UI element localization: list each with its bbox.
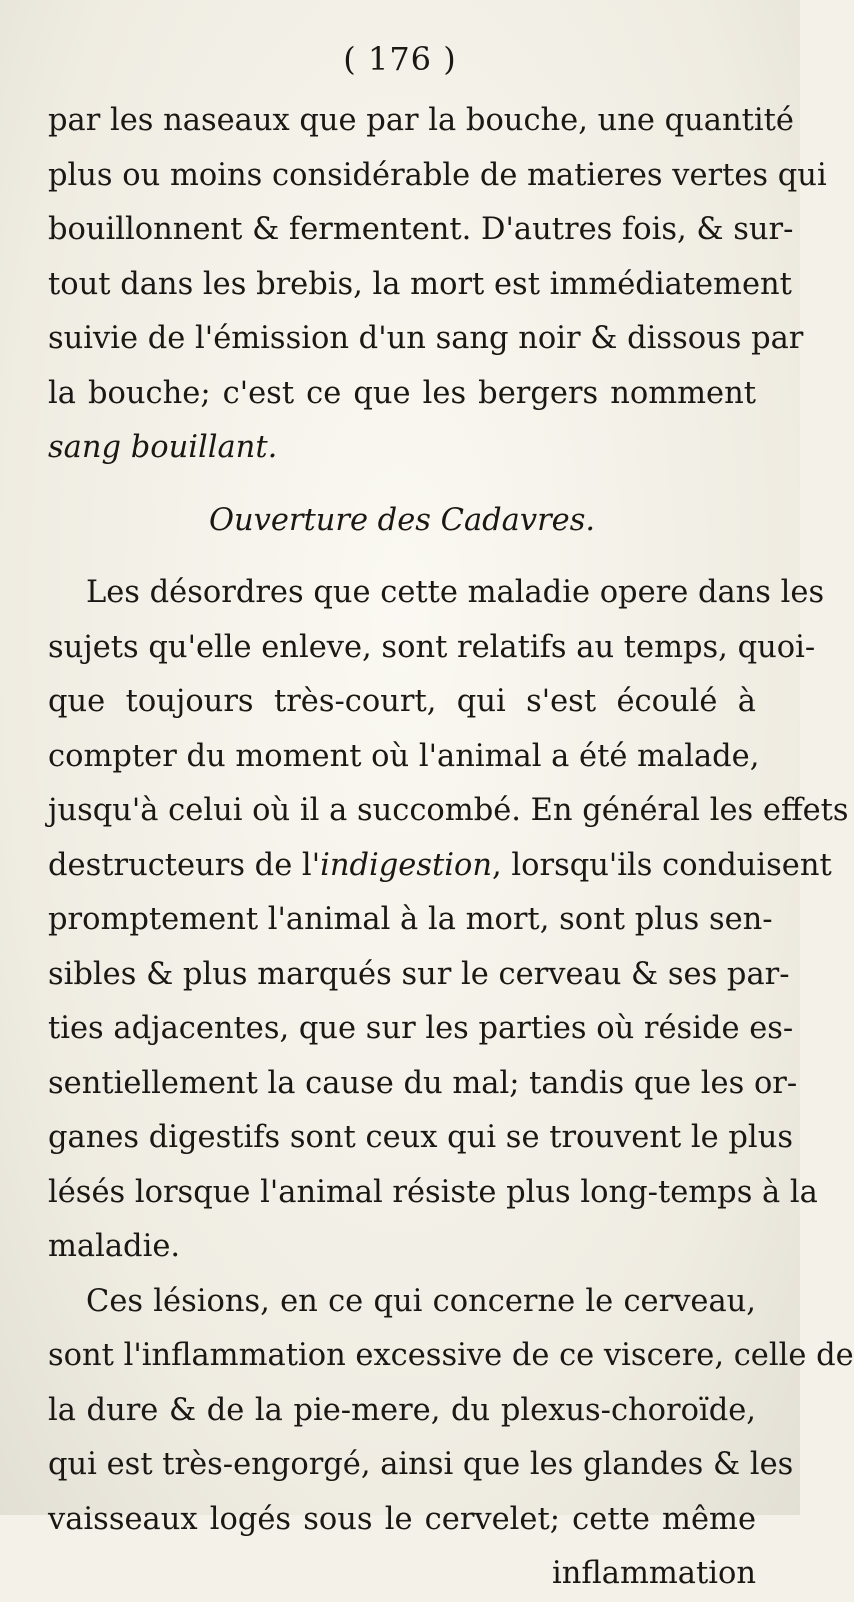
text-line: sont l'inflammation excessive de ce viscere, celle de <box>48 1338 854 1373</box>
text-line: sujets qu'elle enleve, sont relatifs au temps, quoi- <box>48 629 816 665</box>
text-line: lésés lorsque l'animal résiste plus long-temps à la <box>48 1174 818 1210</box>
text-fragment: destructeurs de l' <box>48 847 321 883</box>
text-line: ties adjacentes, que sur les parties où réside es- <box>48 1011 794 1046</box>
text-line: la dure & de la pie-mere, du plexus-choroïde, <box>48 1392 756 1428</box>
text-line: sentiellement la cause du mal; tandis que les or- <box>48 1065 798 1101</box>
page-number: ( 176 ) <box>343 40 457 78</box>
spacer <box>48 476 756 494</box>
text-line: plus ou moins considérable de matieres vertes qui <box>48 157 827 193</box>
text-line: par les naseaux que par la bouche, une quantité <box>48 103 794 138</box>
paragraph-first-line: Ces lésions, en ce qui concerne le cerveau, <box>86 1283 756 1319</box>
text-line: promptement l'animal à la mort, sont plus sen- <box>48 902 773 937</box>
spacer <box>48 548 756 566</box>
text-line: compter du moment où l'animal a été malade, <box>48 738 760 774</box>
paragraph-first-line: Les désordres que cette maladie opere dans les <box>86 575 825 610</box>
text-line: maladie. <box>48 1229 181 1264</box>
text-line: qui est très-engorgé, ainsi que les glandes & les <box>48 1447 794 1482</box>
text-line: jusqu'à celui où il a succombé. En général les effets <box>48 793 849 828</box>
text-line: que toujours très-court, qui s'est écoulé à <box>48 684 756 719</box>
text-line: suivie de l'émission d'un sang noir & dissous par <box>48 321 804 356</box>
text-line: ganes digestifs sont ceux qui se trouvent le plus <box>48 1120 793 1155</box>
text-line-italic <box>48 421 756 476</box>
italic-word: indigestion <box>320 847 492 883</box>
catchword: inflammation <box>552 1556 756 1591</box>
text-line: bouillonnent & fermentent. D'autres fois, & sur- <box>48 212 794 247</box>
text-fragment: , lorsqu'ils conduisent <box>492 847 832 883</box>
text-line: la bouche; c'est ce que les bergers nomment <box>48 375 756 411</box>
text-line-mixed <box>48 839 832 894</box>
page-text <box>48 94 854 1602</box>
text-line: vaisseaux logés sous le cervelet; cette même <box>48 1501 756 1537</box>
italic-phrase: sang bouillant. <box>48 430 278 465</box>
text-line: sibles & plus marqués sur le cerveau & ses par- <box>48 956 790 992</box>
text-line: tout dans les brebis, la mort est immédiatement <box>48 266 792 302</box>
section-heading: Ouverture des Cadavres. <box>208 502 596 538</box>
